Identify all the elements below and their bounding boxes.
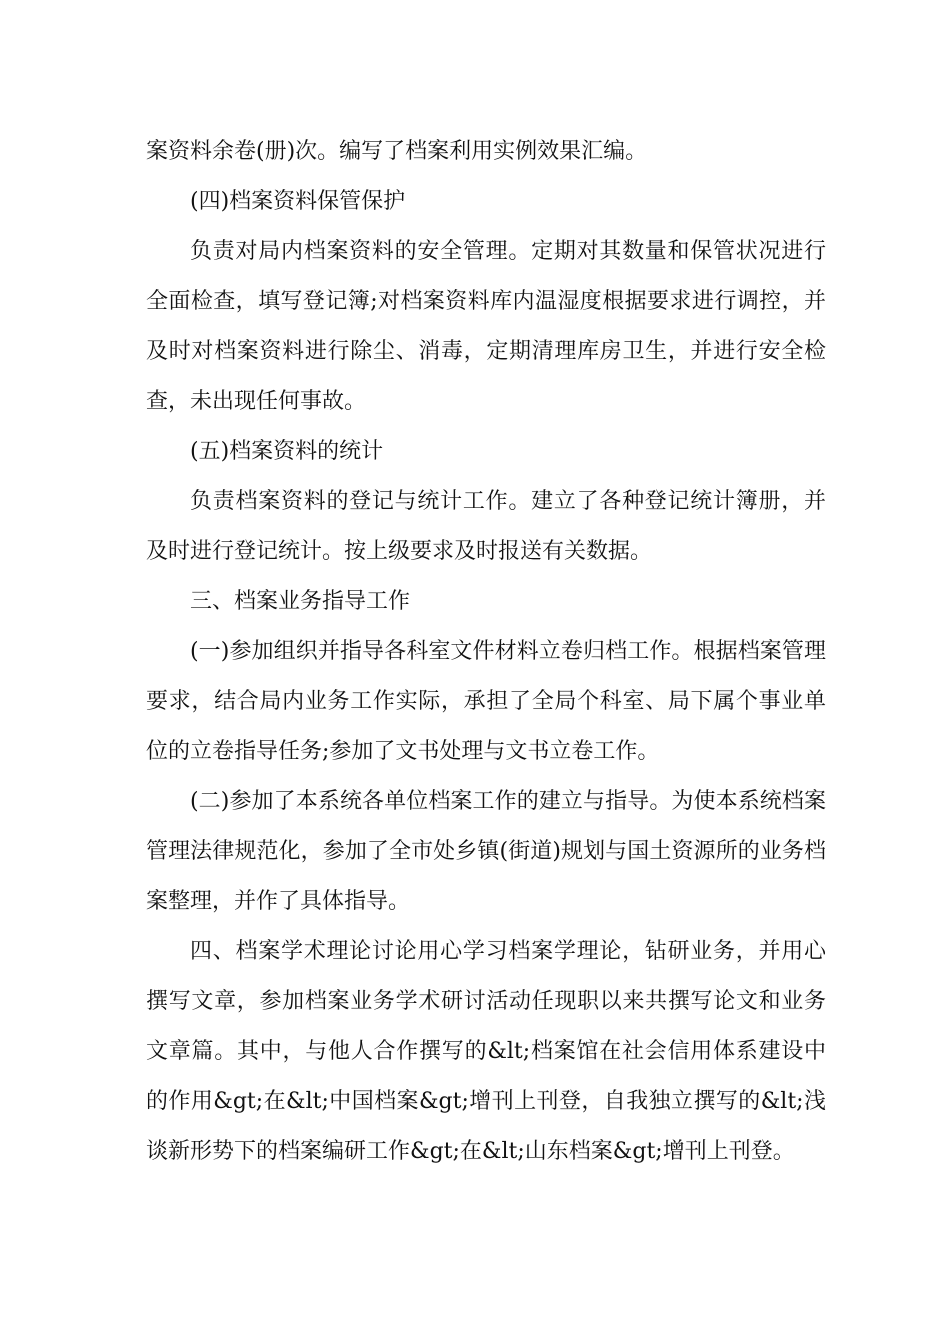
heading-section-5: (五)档案资料的统计 [190,439,384,464]
heading-section-4: (四)档案资料保管保护 [190,189,406,214]
document-body [146,127,826,1177]
paragraph-1: 案资料余卷(册)次。编写了档案利用实例效果汇编。 [146,139,648,164]
paragraph-5: (二)参加了本系统各单位档案工作的建立与指导。为使本系统档案管理法律规范化，参加了全市处乡镇(街道)规划与国土资源所的业务档案整理，并作了具体指导。 [146,789,826,914]
paragraph-6: 四、档案学术理论讨论用心学习档案学理论，钻研业务，并用心撰写文章，参加档案业务学术研讨活动任现职以来共撰写论文和业务文章篇。其中，与他人合作撰写的&lt;档案馆在社会信用体系建设中的作用&gt;在&lt;中国档案&gt;增刊上刊登，自我独立撰写的&lt;浅谈新形势下的档案编研工作&gt;在&lt;山东档案&gt;增刊上刊登。 [146,939,826,1164]
heading-part-3: 三、档案业务指导工作 [190,589,411,614]
paragraph-3: 负责档案资料的登记与统计工作。建立了各种登记统计簿册，并及时进行登记统计。按上级要求及时报送有关数据。 [146,489,826,564]
paragraph-4: (一)参加组织并指导各科室文件材料立卷归档工作。根据档案管理要求，结合局内业务工作实际，承担了全局个科室、局下属个事业单位的立卷指导任务;参加了文书处理与文书立卷工作。 [146,639,826,764]
paragraph-2: 负责对局内档案资料的安全管理。定期对其数量和保管状况进行全面检查，填写登记簿;对档案资料库内温湿度根据要求进行调控，并及时对档案资料进行除尘、消毒，定期清理库房卫生，并进行安全检查，未出现任何事故。 [146,239,826,414]
